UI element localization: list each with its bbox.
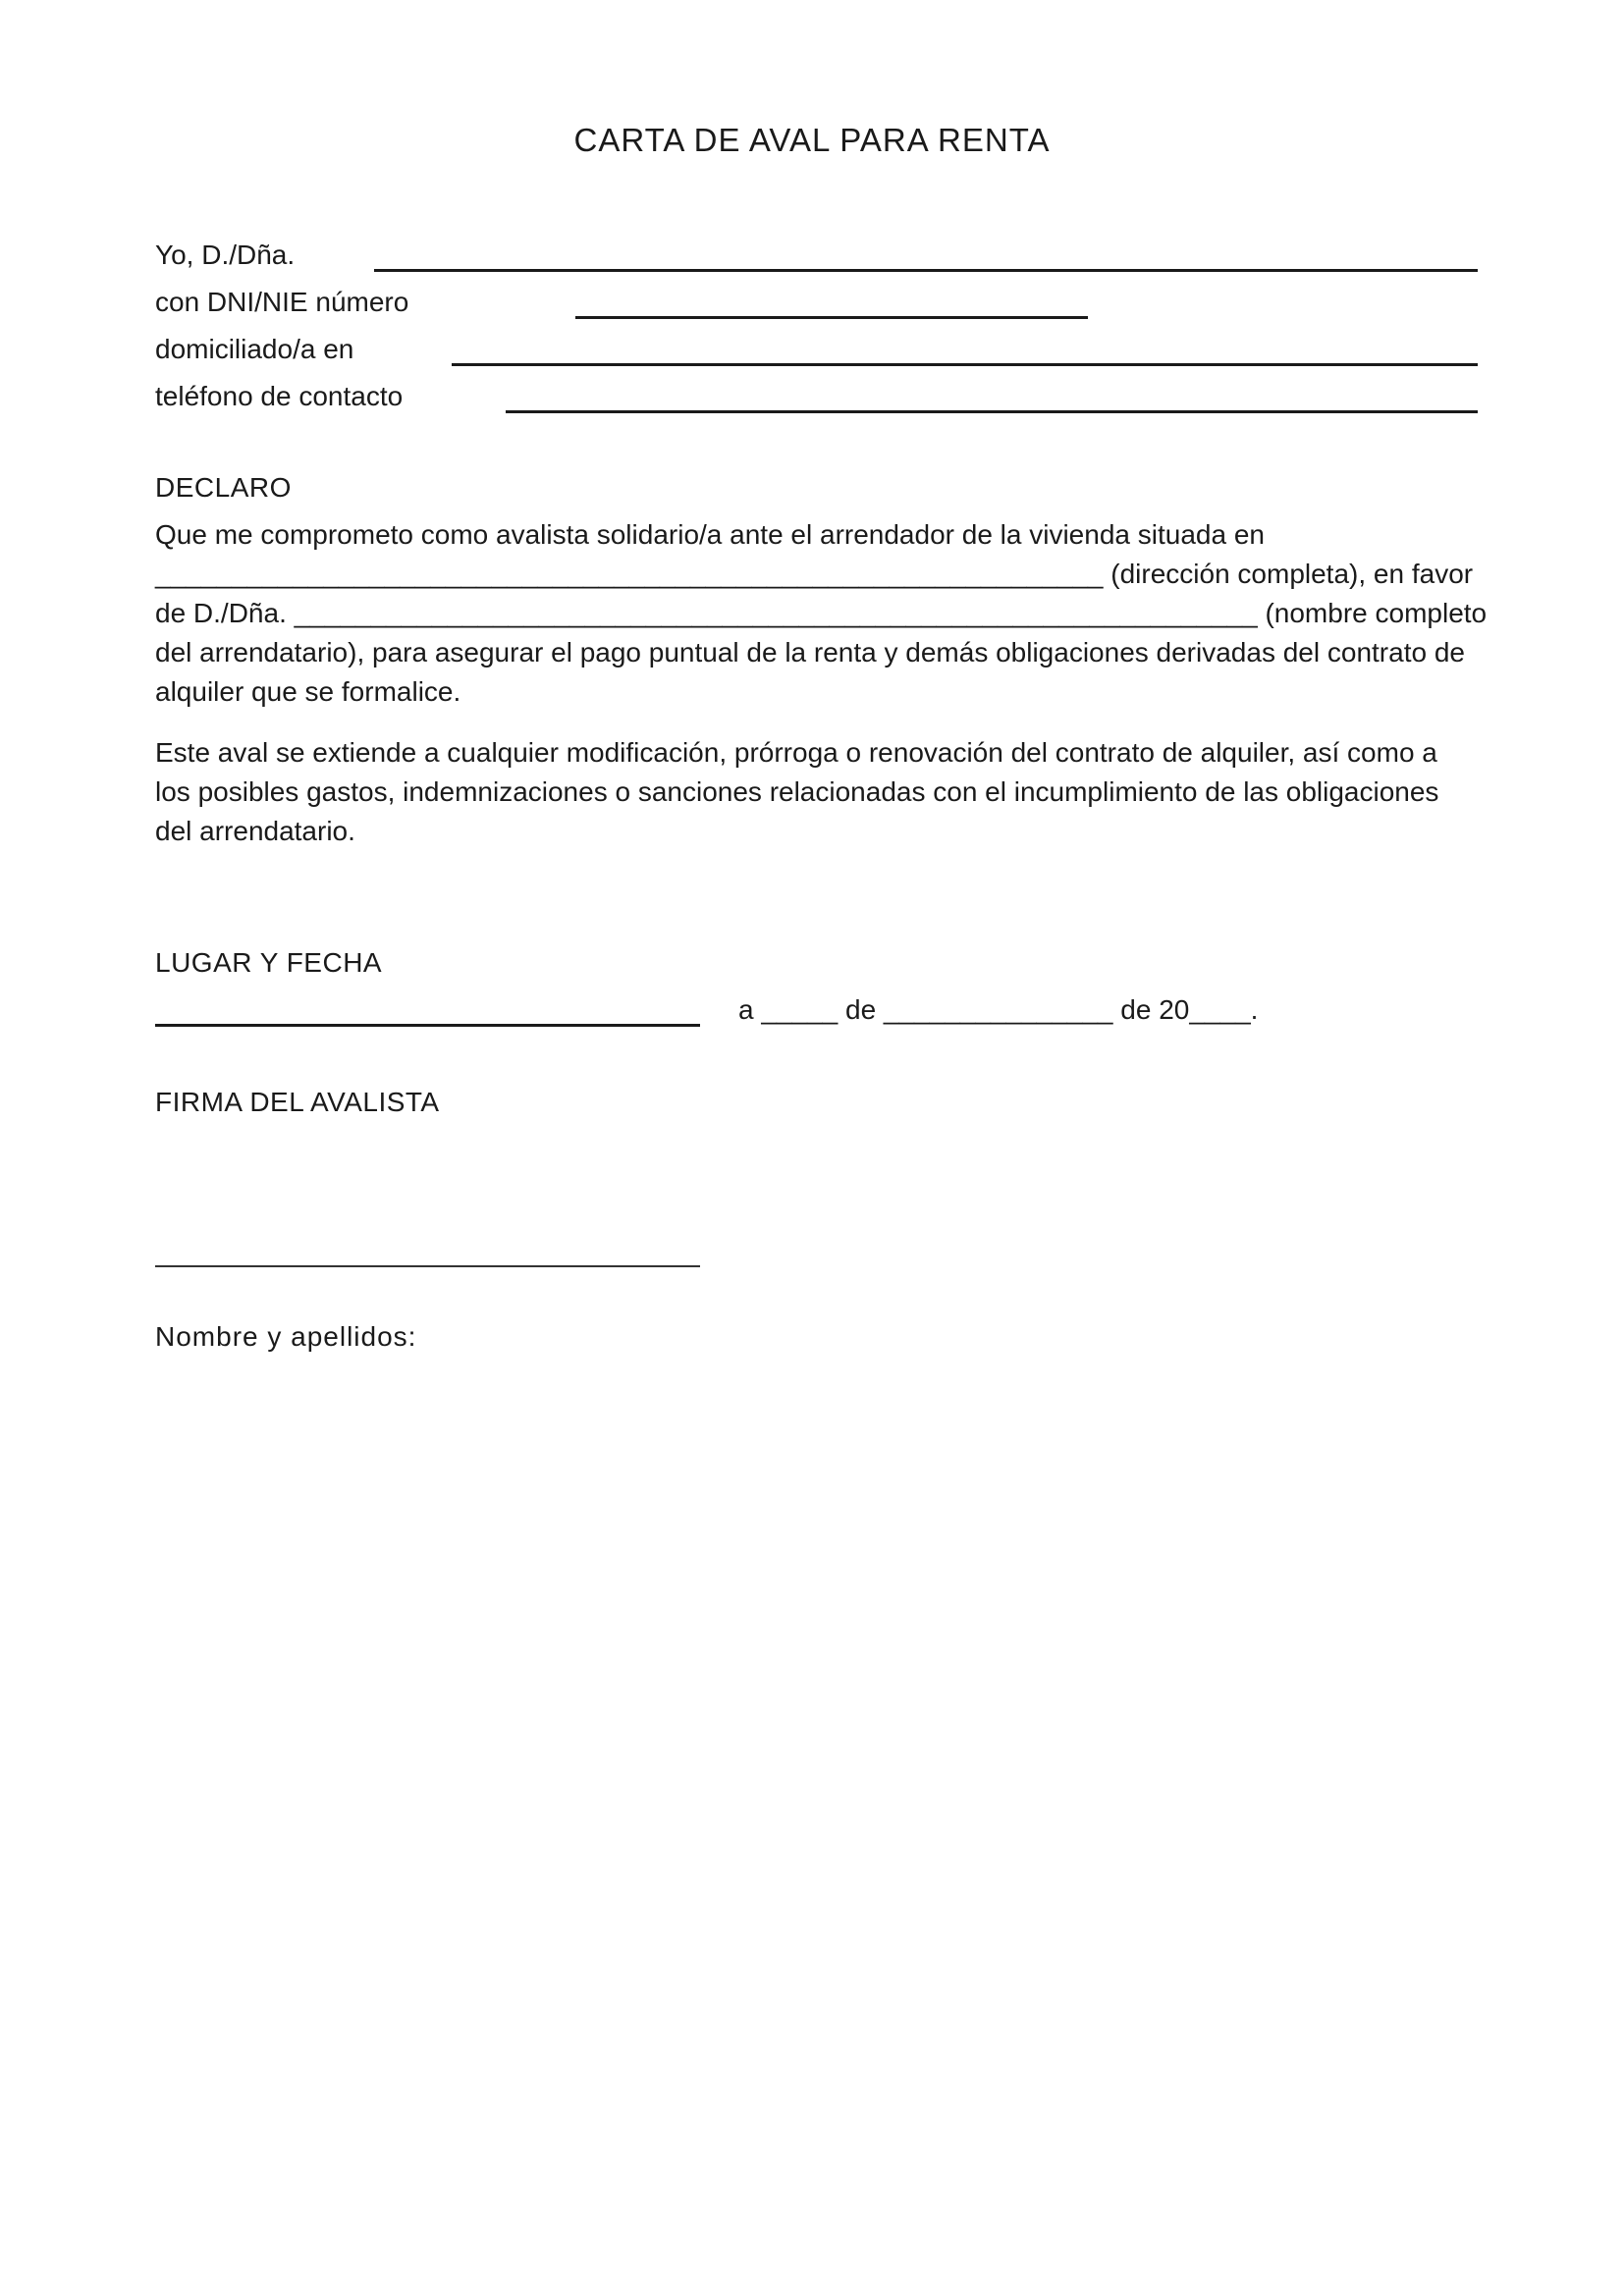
- extension-line: Este aval se extiende a cualquier modificación, prórroga o renovación del contrato de alquiler, así como a: [155, 737, 1437, 768]
- firma-heading: FIRMA DEL AVALISTA: [155, 1087, 440, 1117]
- date-text: a _____ de _______________ de 20____.: [738, 994, 1259, 1025]
- declaro-line: del arrendatario), para asegurar el pago puntual de la renta y demás obligaciones derivadas del contrato de: [155, 637, 1465, 667]
- dni-field-line[interactable]: [575, 316, 1088, 319]
- lugar-fecha-heading: LUGAR Y FECHA: [155, 947, 383, 978]
- name-label: Yo, D./Dña.: [155, 240, 296, 270]
- dni-label: con DNI/NIE número: [155, 287, 409, 317]
- declaro-line: Que me comprometo como avalista solidario/a ante el arrendador de la vivienda situada en: [155, 519, 1265, 550]
- document-title: CARTA DE AVAL PARA RENTA: [573, 122, 1051, 158]
- phone-field-line[interactable]: [506, 410, 1478, 413]
- declaro-line: ______________________________________________________________ (dirección completa), en favor: [155, 559, 1474, 589]
- name-field-line[interactable]: [374, 269, 1478, 272]
- signer-name-label: Nombre y apellidos:: [155, 1321, 417, 1352]
- declaro-line: de D./Dña. _______________________________________________________________ (nombre completo: [155, 598, 1488, 628]
- declaro-line: alquiler que se formalice.: [155, 676, 461, 707]
- address-label: domiciliado/a en: [155, 334, 354, 364]
- place-field-line[interactable]: [155, 1024, 700, 1027]
- address-field-line[interactable]: [452, 363, 1478, 366]
- extension-line: del arrendatario.: [155, 816, 355, 846]
- phone-label: teléfono de contacto: [155, 381, 404, 411]
- declaro-heading: DECLARO: [155, 472, 292, 503]
- extension-line: los posibles gastos, indemnizaciones o sanciones relacionadas con el incumplimiento de las obligaciones: [155, 776, 1439, 807]
- signature-line[interactable]: [155, 1265, 700, 1267]
